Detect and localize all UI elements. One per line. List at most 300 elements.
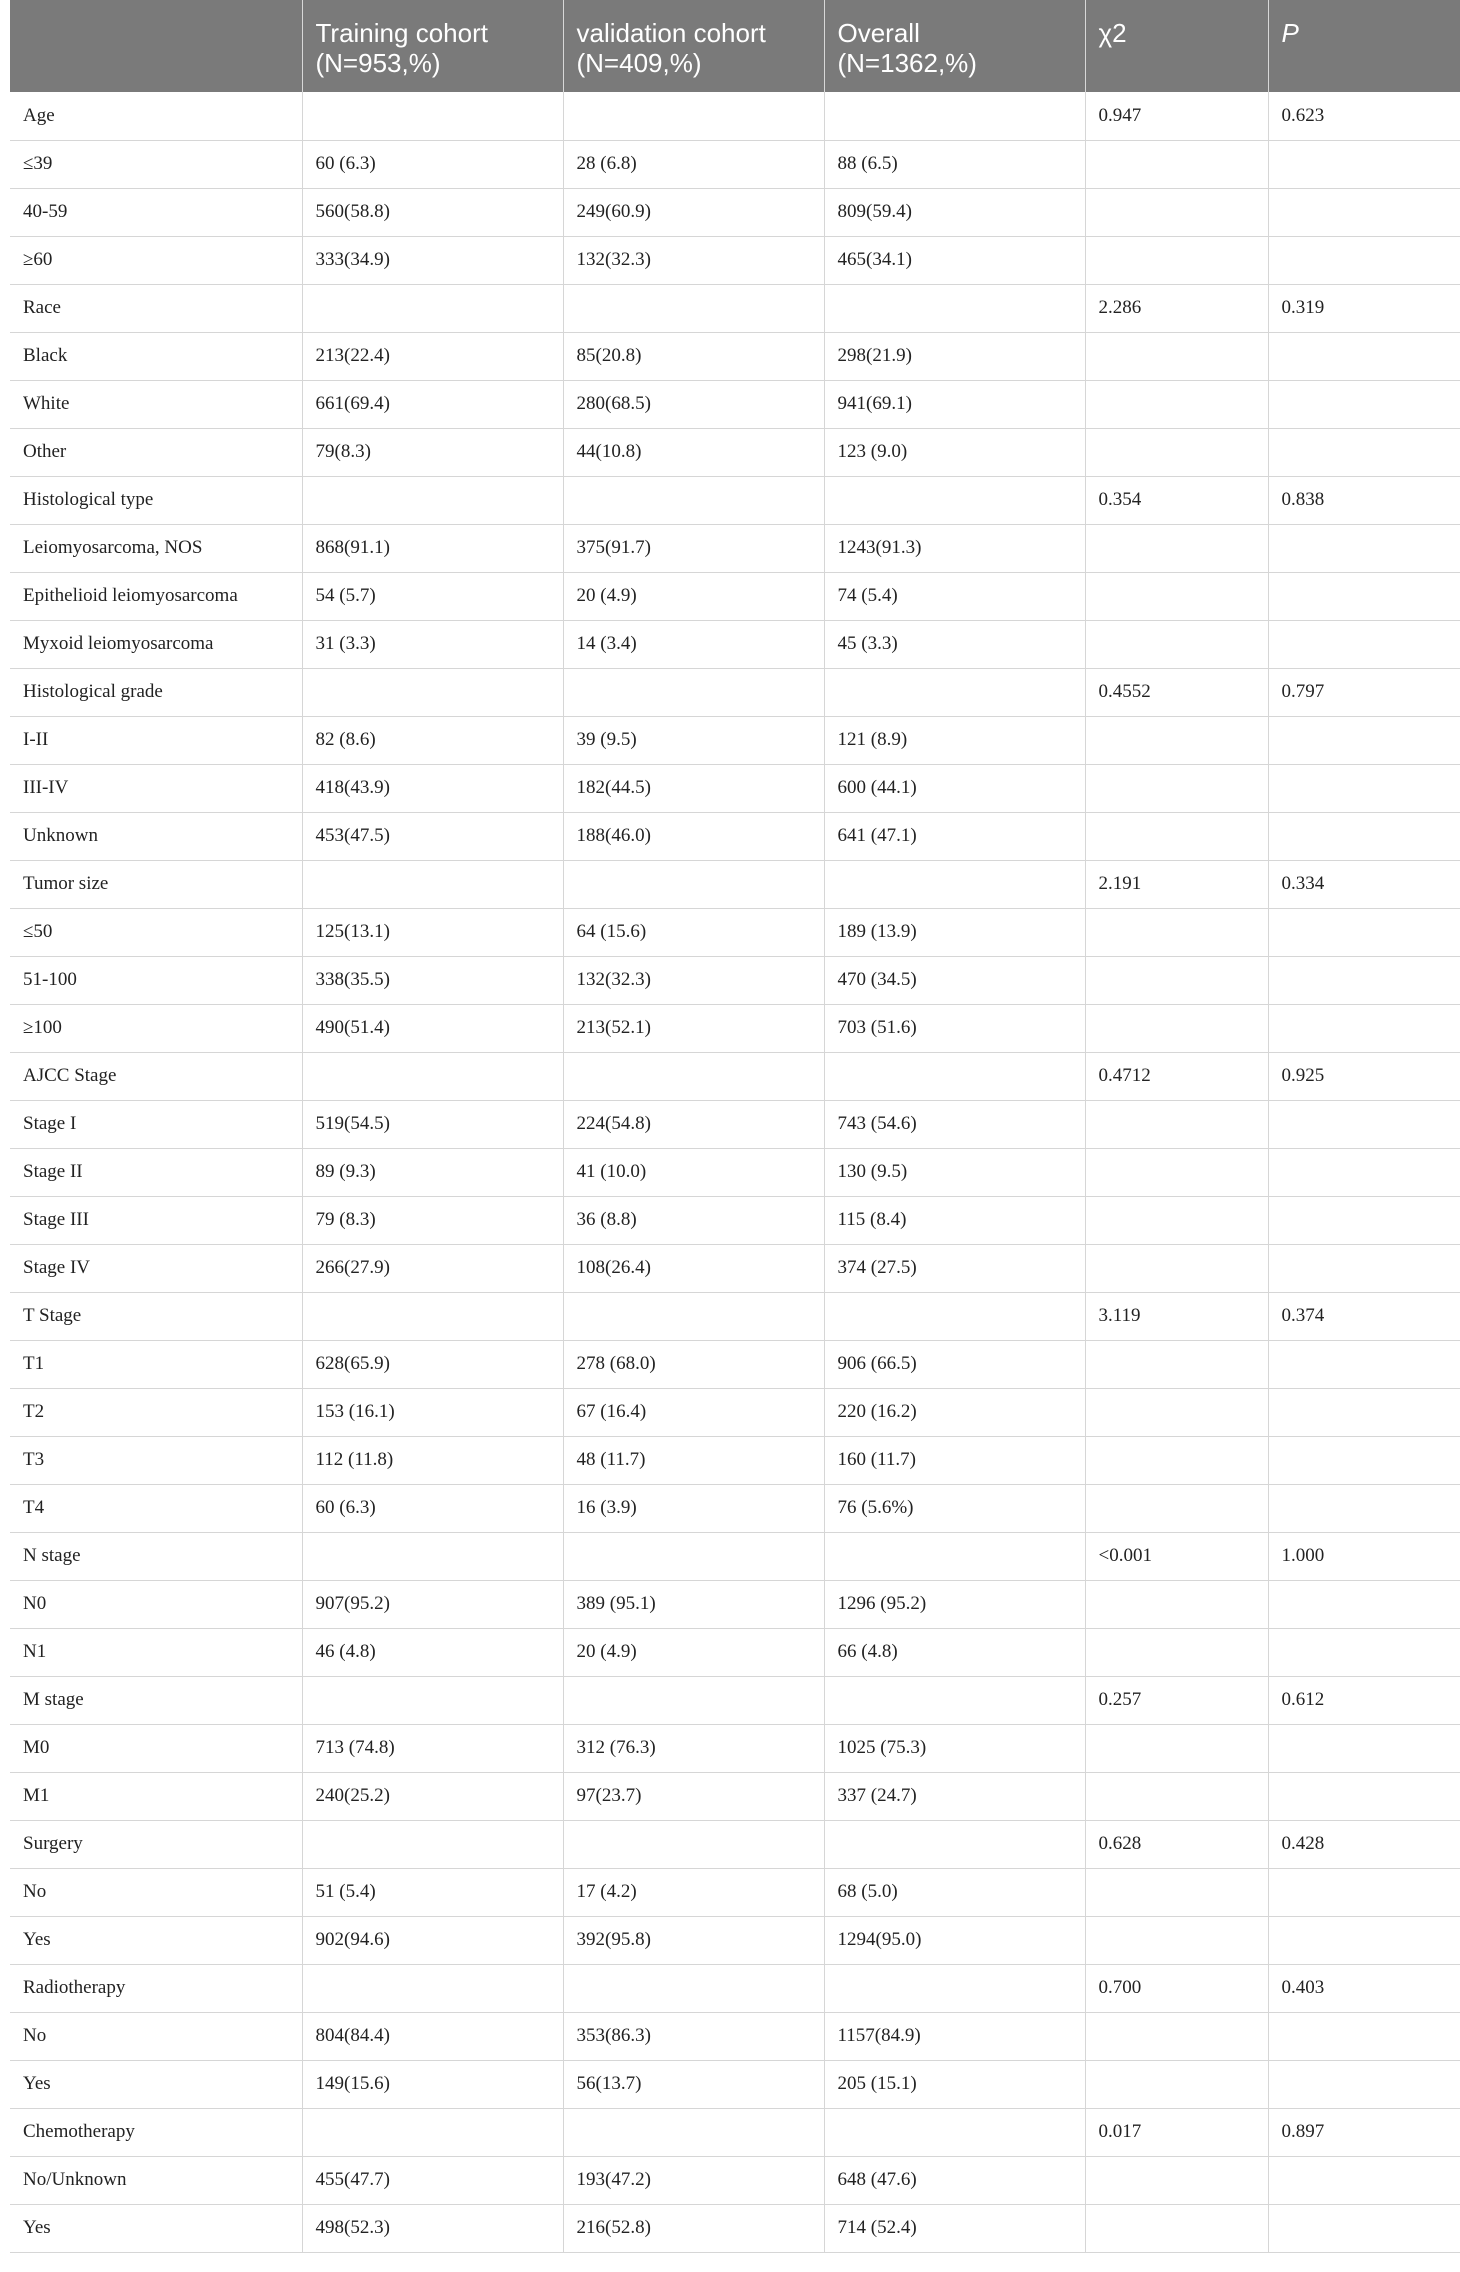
cell-variable: ≤50	[10, 908, 302, 956]
table-row	[10, 2012, 1460, 2060]
cell-variable: N stage	[10, 1532, 302, 1580]
table-row	[10, 1676, 1460, 1724]
cell-validation-cohort: 182(44.5)	[563, 764, 824, 812]
cell-overall: 66 (4.8)	[824, 1628, 1085, 1676]
header-training-cohort-line1: Training cohort	[315, 18, 488, 48]
cell-overall: 88 (6.5)	[824, 140, 1085, 188]
cell-variable: T2	[10, 1388, 302, 1436]
cell-variable: T3	[10, 1436, 302, 1484]
cell-overall: 205 (15.1)	[824, 2060, 1085, 2108]
cell-p-value	[1268, 620, 1460, 668]
cell-variable: White	[10, 380, 302, 428]
cell-overall: 703 (51.6)	[824, 1004, 1085, 1052]
header-validation-cohort-line1: validation cohort	[576, 18, 766, 48]
cell-validation-cohort	[563, 1676, 824, 1724]
cell-validation-cohort	[563, 1820, 824, 1868]
table-header	[10, 0, 1460, 92]
cell-chi-square	[1085, 956, 1268, 1004]
cell-overall: 45 (3.3)	[824, 620, 1085, 668]
table-row	[10, 92, 1460, 140]
cell-training-cohort	[302, 860, 563, 908]
cell-chi-square	[1085, 1580, 1268, 1628]
cell-p-value	[1268, 1100, 1460, 1148]
cell-variable: Stage III	[10, 1196, 302, 1244]
cell-overall	[824, 284, 1085, 332]
cell-variable: ≥100	[10, 1004, 302, 1052]
cell-validation-cohort: 278 (68.0)	[563, 1340, 824, 1388]
cell-chi-square	[1085, 812, 1268, 860]
cell-validation-cohort	[563, 92, 824, 140]
table-row	[10, 860, 1460, 908]
cell-validation-cohort: 213(52.1)	[563, 1004, 824, 1052]
cell-training-cohort: 902(94.6)	[302, 1916, 563, 1964]
cell-p-value: 0.925	[1268, 1052, 1460, 1100]
cell-p-value	[1268, 1436, 1460, 1484]
cell-training-cohort	[302, 1676, 563, 1724]
cell-chi-square	[1085, 380, 1268, 428]
cell-training-cohort: 338(35.5)	[302, 956, 563, 1004]
cell-p-value	[1268, 2012, 1460, 2060]
cell-training-cohort: 89 (9.3)	[302, 1148, 563, 1196]
cell-validation-cohort: 36 (8.8)	[563, 1196, 824, 1244]
cell-p-value	[1268, 1196, 1460, 1244]
cell-training-cohort: 628(65.9)	[302, 1340, 563, 1388]
table-row	[10, 956, 1460, 1004]
cell-training-cohort: 907(95.2)	[302, 1580, 563, 1628]
cell-chi-square	[1085, 1772, 1268, 1820]
cell-validation-cohort	[563, 1532, 824, 1580]
cell-training-cohort	[302, 92, 563, 140]
cell-overall	[824, 1292, 1085, 1340]
cell-training-cohort	[302, 1820, 563, 1868]
table-row	[10, 1340, 1460, 1388]
cell-chi-square	[1085, 1244, 1268, 1292]
cell-training-cohort	[302, 1052, 563, 1100]
cell-overall: 906 (66.5)	[824, 1340, 1085, 1388]
table-row	[10, 332, 1460, 380]
cell-p-value	[1268, 332, 1460, 380]
cell-chi-square	[1085, 1100, 1268, 1148]
cell-variable: ≤39	[10, 140, 302, 188]
cell-validation-cohort: 108(26.4)	[563, 1244, 824, 1292]
cell-validation-cohort: 20 (4.9)	[563, 572, 824, 620]
cell-overall: 648 (47.6)	[824, 2156, 1085, 2204]
table-row	[10, 908, 1460, 956]
cell-chi-square	[1085, 620, 1268, 668]
header-variable	[10, 0, 302, 92]
cell-p-value	[1268, 764, 1460, 812]
cell-chi-square: 0.628	[1085, 1820, 1268, 1868]
cell-validation-cohort: 375(91.7)	[563, 524, 824, 572]
cell-p-value	[1268, 140, 1460, 188]
cell-validation-cohort: 85(20.8)	[563, 332, 824, 380]
cell-training-cohort: 153 (16.1)	[302, 1388, 563, 1436]
cell-training-cohort: 453(47.5)	[302, 812, 563, 860]
cell-validation-cohort: 249(60.9)	[563, 188, 824, 236]
cell-validation-cohort: 389 (95.1)	[563, 1580, 824, 1628]
cell-validation-cohort: 392(95.8)	[563, 1916, 824, 1964]
header-validation-cohort-line2: (N=409,%)	[576, 48, 702, 78]
cell-overall	[824, 92, 1085, 140]
cell-training-cohort: 54 (5.7)	[302, 572, 563, 620]
cell-validation-cohort: 280(68.5)	[563, 380, 824, 428]
cell-chi-square	[1085, 1148, 1268, 1196]
cell-chi-square	[1085, 1436, 1268, 1484]
cell-chi-square	[1085, 1916, 1268, 1964]
baseline-characteristics-table	[10, 0, 1460, 2253]
cell-p-value	[1268, 1148, 1460, 1196]
cell-p-value: 0.897	[1268, 2108, 1460, 2156]
cell-p-value	[1268, 2204, 1460, 2252]
cell-training-cohort: 418(43.9)	[302, 764, 563, 812]
cell-variable: Yes	[10, 1916, 302, 1964]
cell-overall: 465(34.1)	[824, 236, 1085, 284]
cell-chi-square: 0.257	[1085, 1676, 1268, 1724]
cell-variable: Histological grade	[10, 668, 302, 716]
cell-variable: Tumor size	[10, 860, 302, 908]
header-chi-square	[1085, 0, 1268, 92]
cell-p-value: 0.334	[1268, 860, 1460, 908]
cell-overall	[824, 1820, 1085, 1868]
header-training-cohort-line2: (N=953,%)	[315, 48, 441, 78]
cell-training-cohort	[302, 2108, 563, 2156]
cell-variable: I-II	[10, 716, 302, 764]
cell-validation-cohort: 41 (10.0)	[563, 1148, 824, 1196]
cell-chi-square	[1085, 2156, 1268, 2204]
cell-p-value	[1268, 1340, 1460, 1388]
cell-variable: Surgery	[10, 1820, 302, 1868]
cell-chi-square	[1085, 1004, 1268, 1052]
cell-validation-cohort: 97(23.7)	[563, 1772, 824, 1820]
table-row	[10, 188, 1460, 236]
cell-training-cohort: 455(47.7)	[302, 2156, 563, 2204]
cell-p-value	[1268, 188, 1460, 236]
cell-overall: 337 (24.7)	[824, 1772, 1085, 1820]
cell-variable: Age	[10, 92, 302, 140]
table-row	[10, 2108, 1460, 2156]
cell-validation-cohort: 48 (11.7)	[563, 1436, 824, 1484]
header-row	[10, 0, 1460, 92]
cell-overall: 743 (54.6)	[824, 1100, 1085, 1148]
cell-p-value: 0.403	[1268, 1964, 1460, 2012]
cell-training-cohort	[302, 284, 563, 332]
cell-training-cohort: 31 (3.3)	[302, 620, 563, 668]
cell-variable: 51-100	[10, 956, 302, 1004]
cell-overall: 600 (44.1)	[824, 764, 1085, 812]
cell-overall: 220 (16.2)	[824, 1388, 1085, 1436]
table-row	[10, 428, 1460, 476]
header-chi-square-line1: χ2	[1098, 18, 1127, 48]
cell-variable: Leiomyosarcoma, NOS	[10, 524, 302, 572]
cell-validation-cohort: 39 (9.5)	[563, 716, 824, 764]
table-row	[10, 2060, 1460, 2108]
cell-overall	[824, 1532, 1085, 1580]
cell-variable: Myxoid leiomyosarcoma	[10, 620, 302, 668]
cell-training-cohort: 125(13.1)	[302, 908, 563, 956]
cell-validation-cohort: 44(10.8)	[563, 428, 824, 476]
cell-training-cohort: 51 (5.4)	[302, 1868, 563, 1916]
cell-overall: 470 (34.5)	[824, 956, 1085, 1004]
table-row	[10, 1100, 1460, 1148]
cell-p-value: 0.612	[1268, 1676, 1460, 1724]
cell-overall: 1296 (95.2)	[824, 1580, 1085, 1628]
table-row	[10, 1196, 1460, 1244]
cell-validation-cohort: 224(54.8)	[563, 1100, 824, 1148]
cell-validation-cohort: 20 (4.9)	[563, 1628, 824, 1676]
cell-variable: Unknown	[10, 812, 302, 860]
cell-chi-square: 0.947	[1085, 92, 1268, 140]
cell-overall: 809(59.4)	[824, 188, 1085, 236]
cell-training-cohort: 46 (4.8)	[302, 1628, 563, 1676]
cell-p-value: 0.374	[1268, 1292, 1460, 1340]
table-row	[10, 1820, 1460, 1868]
cell-validation-cohort	[563, 860, 824, 908]
cell-overall: 115 (8.4)	[824, 1196, 1085, 1244]
table-row	[10, 1004, 1460, 1052]
cell-overall: 641 (47.1)	[824, 812, 1085, 860]
cell-variable: M stage	[10, 1676, 302, 1724]
cell-overall: 130 (9.5)	[824, 1148, 1085, 1196]
cell-chi-square	[1085, 428, 1268, 476]
table-row	[10, 1724, 1460, 1772]
cell-p-value: 0.838	[1268, 476, 1460, 524]
cell-chi-square	[1085, 572, 1268, 620]
table-row	[10, 524, 1460, 572]
table-body	[10, 92, 1460, 2252]
cell-chi-square	[1085, 1388, 1268, 1436]
cell-overall: 160 (11.7)	[824, 1436, 1085, 1484]
table-row	[10, 668, 1460, 716]
cell-training-cohort: 498(52.3)	[302, 2204, 563, 2252]
cell-validation-cohort	[563, 668, 824, 716]
cell-variable: Epithelioid leiomyosarcoma	[10, 572, 302, 620]
cell-validation-cohort: 188(46.0)	[563, 812, 824, 860]
table-row	[10, 572, 1460, 620]
cell-chi-square	[1085, 2204, 1268, 2252]
header-overall-line2: (N=1362,%)	[837, 48, 977, 78]
cell-training-cohort: 333(34.9)	[302, 236, 563, 284]
cell-p-value	[1268, 236, 1460, 284]
cell-p-value	[1268, 572, 1460, 620]
cell-validation-cohort	[563, 2108, 824, 2156]
cell-chi-square: 0.017	[1085, 2108, 1268, 2156]
cell-chi-square	[1085, 236, 1268, 284]
cell-p-value	[1268, 1628, 1460, 1676]
cell-overall	[824, 2108, 1085, 2156]
cell-p-value	[1268, 1916, 1460, 1964]
cell-chi-square	[1085, 1484, 1268, 1532]
cell-overall: 189 (13.9)	[824, 908, 1085, 956]
table-row	[10, 716, 1460, 764]
cell-variable: T4	[10, 1484, 302, 1532]
cell-variable: Yes	[10, 2060, 302, 2108]
cell-validation-cohort: 14 (3.4)	[563, 620, 824, 668]
cell-validation-cohort: 56(13.7)	[563, 2060, 824, 2108]
table-row	[10, 1580, 1460, 1628]
table-row	[10, 1532, 1460, 1580]
cell-overall: 298(21.9)	[824, 332, 1085, 380]
cell-validation-cohort: 67 (16.4)	[563, 1388, 824, 1436]
cell-training-cohort: 149(15.6)	[302, 2060, 563, 2108]
table-row	[10, 1436, 1460, 1484]
cell-validation-cohort: 216(52.8)	[563, 2204, 824, 2252]
cell-variable: Stage I	[10, 1100, 302, 1148]
cell-overall	[824, 1676, 1085, 1724]
cell-chi-square	[1085, 1340, 1268, 1388]
cell-chi-square	[1085, 764, 1268, 812]
cell-chi-square: 0.4712	[1085, 1052, 1268, 1100]
cell-chi-square: 2.191	[1085, 860, 1268, 908]
cell-training-cohort: 560(58.8)	[302, 188, 563, 236]
cell-validation-cohort	[563, 1964, 824, 2012]
cell-validation-cohort: 28 (6.8)	[563, 140, 824, 188]
cell-variable: Stage IV	[10, 1244, 302, 1292]
cell-training-cohort: 661(69.4)	[302, 380, 563, 428]
cell-variable: T1	[10, 1340, 302, 1388]
cell-variable: No	[10, 1868, 302, 1916]
cell-validation-cohort: 312 (76.3)	[563, 1724, 824, 1772]
cell-validation-cohort: 132(32.3)	[563, 956, 824, 1004]
cell-p-value	[1268, 812, 1460, 860]
table-row	[10, 1244, 1460, 1292]
cell-variable: Other	[10, 428, 302, 476]
cell-overall	[824, 1964, 1085, 2012]
table-row	[10, 1484, 1460, 1532]
cell-p-value	[1268, 1580, 1460, 1628]
cell-training-cohort	[302, 1964, 563, 2012]
cell-variable: Histological type	[10, 476, 302, 524]
table-row	[10, 1628, 1460, 1676]
cell-overall: 374 (27.5)	[824, 1244, 1085, 1292]
cell-chi-square: 0.700	[1085, 1964, 1268, 2012]
cell-training-cohort: 804(84.4)	[302, 2012, 563, 2060]
cell-chi-square: <0.001	[1085, 1532, 1268, 1580]
cell-p-value	[1268, 1868, 1460, 1916]
header-p-value-line1: P	[1281, 18, 1299, 48]
cell-overall: 121 (8.9)	[824, 716, 1085, 764]
cell-overall	[824, 668, 1085, 716]
cell-training-cohort	[302, 1532, 563, 1580]
cell-training-cohort: 79(8.3)	[302, 428, 563, 476]
cell-validation-cohort	[563, 284, 824, 332]
cell-chi-square: 0.354	[1085, 476, 1268, 524]
header-overall	[824, 0, 1085, 92]
table-row	[10, 236, 1460, 284]
cell-overall: 941(69.1)	[824, 380, 1085, 428]
cell-variable: III-IV	[10, 764, 302, 812]
cell-p-value	[1268, 1004, 1460, 1052]
cell-validation-cohort: 64 (15.6)	[563, 908, 824, 956]
cell-overall: 74 (5.4)	[824, 572, 1085, 620]
cell-training-cohort: 266(27.9)	[302, 1244, 563, 1292]
cell-chi-square	[1085, 524, 1268, 572]
cell-overall: 1025 (75.3)	[824, 1724, 1085, 1772]
table-row	[10, 2204, 1460, 2252]
cell-p-value	[1268, 2156, 1460, 2204]
table-row	[10, 2156, 1460, 2204]
cell-overall: 1157(84.9)	[824, 2012, 1085, 2060]
cell-chi-square	[1085, 2012, 1268, 2060]
table-row	[10, 1916, 1460, 1964]
cell-validation-cohort: 353(86.3)	[563, 2012, 824, 2060]
cell-overall: 123 (9.0)	[824, 428, 1085, 476]
cell-validation-cohort	[563, 1292, 824, 1340]
cell-overall: 68 (5.0)	[824, 1868, 1085, 1916]
cell-variable: Black	[10, 332, 302, 380]
table-row	[10, 476, 1460, 524]
cell-training-cohort: 713 (74.8)	[302, 1724, 563, 1772]
cell-p-value	[1268, 1388, 1460, 1436]
cell-p-value	[1268, 2060, 1460, 2108]
table-row	[10, 284, 1460, 332]
cell-p-value: 0.623	[1268, 92, 1460, 140]
cell-overall	[824, 1052, 1085, 1100]
header-training-cohort	[302, 0, 563, 92]
cell-variable: M1	[10, 1772, 302, 1820]
cell-p-value: 1.000	[1268, 1532, 1460, 1580]
table-row	[10, 1868, 1460, 1916]
cell-training-cohort: 240(25.2)	[302, 1772, 563, 1820]
cell-p-value: 0.797	[1268, 668, 1460, 716]
cell-chi-square	[1085, 716, 1268, 764]
cell-training-cohort	[302, 476, 563, 524]
table-row	[10, 140, 1460, 188]
cell-chi-square: 3.119	[1085, 1292, 1268, 1340]
cell-chi-square	[1085, 1628, 1268, 1676]
cell-validation-cohort: 132(32.3)	[563, 236, 824, 284]
table-row	[10, 1772, 1460, 1820]
cell-training-cohort: 213(22.4)	[302, 332, 563, 380]
cell-variable: No	[10, 2012, 302, 2060]
table-row	[10, 380, 1460, 428]
cell-p-value	[1268, 1484, 1460, 1532]
cell-p-value	[1268, 956, 1460, 1004]
cell-chi-square	[1085, 188, 1268, 236]
cell-variable: ≥60	[10, 236, 302, 284]
cell-overall	[824, 476, 1085, 524]
cell-validation-cohort	[563, 1052, 824, 1100]
cell-training-cohort	[302, 668, 563, 716]
cell-training-cohort: 112 (11.8)	[302, 1436, 563, 1484]
cell-training-cohort: 868(91.1)	[302, 524, 563, 572]
cell-chi-square	[1085, 1724, 1268, 1772]
cell-chi-square	[1085, 1196, 1268, 1244]
cell-overall	[824, 860, 1085, 908]
table-row	[10, 620, 1460, 668]
table-row	[10, 812, 1460, 860]
cell-chi-square: 0.4552	[1085, 668, 1268, 716]
cell-validation-cohort: 193(47.2)	[563, 2156, 824, 2204]
cell-p-value: 0.319	[1268, 284, 1460, 332]
cell-training-cohort: 79 (8.3)	[302, 1196, 563, 1244]
table-row	[10, 1388, 1460, 1436]
cell-p-value: 0.428	[1268, 1820, 1460, 1868]
cell-chi-square: 2.286	[1085, 284, 1268, 332]
cell-variable: Radiotherapy	[10, 1964, 302, 2012]
cell-overall: 1294(95.0)	[824, 1916, 1085, 1964]
cell-variable: T Stage	[10, 1292, 302, 1340]
header-validation-cohort	[563, 0, 824, 92]
cell-chi-square	[1085, 1868, 1268, 1916]
cell-overall: 1243(91.3)	[824, 524, 1085, 572]
cell-p-value	[1268, 716, 1460, 764]
cell-chi-square	[1085, 908, 1268, 956]
cell-variable: No/Unknown	[10, 2156, 302, 2204]
cell-training-cohort: 490(51.4)	[302, 1004, 563, 1052]
cell-p-value	[1268, 1772, 1460, 1820]
cell-training-cohort: 60 (6.3)	[302, 1484, 563, 1532]
cell-validation-cohort	[563, 476, 824, 524]
